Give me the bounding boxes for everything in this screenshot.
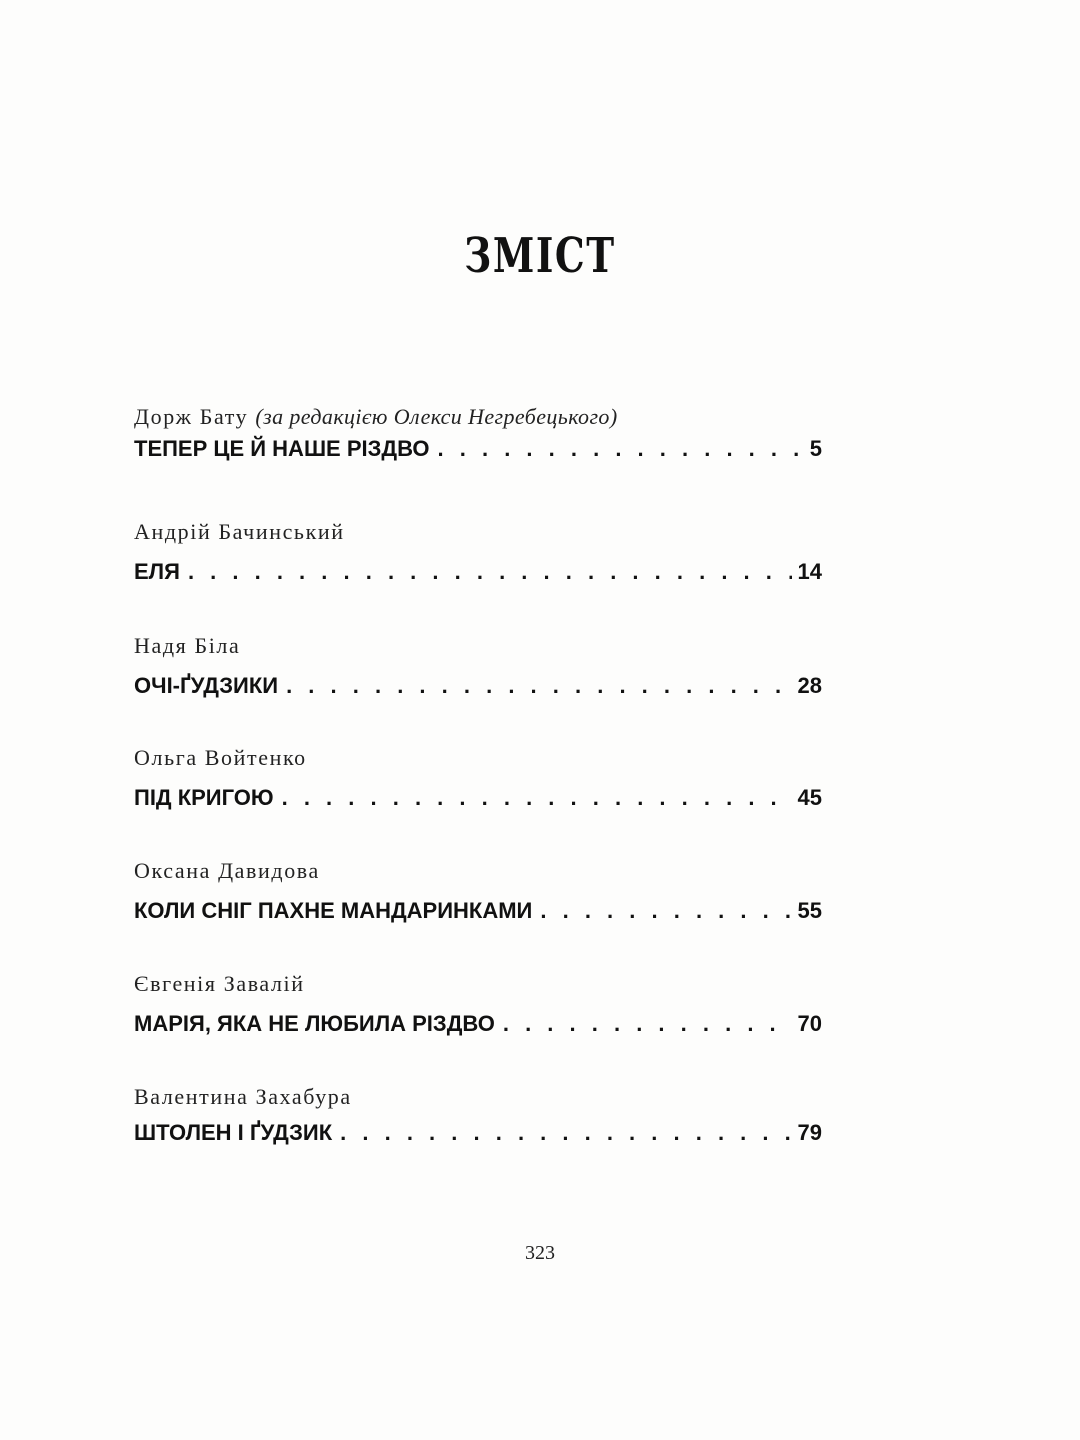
author-name: Євгенія Завалій <box>134 971 305 996</box>
toc-story-line <box>134 781 822 815</box>
author-name: Надя Біла <box>134 633 241 658</box>
story-title: ЕЛЯ <box>134 559 180 584</box>
author-name: Андрій Бачинський <box>134 519 345 544</box>
page-number: 55 <box>797 898 822 923</box>
toc-author <box>134 856 822 886</box>
page-number: 14 <box>797 559 822 584</box>
author-name: Дорж Бату <box>134 404 249 429</box>
toc-story-line <box>134 669 822 703</box>
dot-leader <box>438 432 804 466</box>
toc-entry <box>134 743 822 815</box>
author-name: Ольга Войтенко <box>134 745 307 770</box>
toc-author <box>134 743 822 773</box>
toc-author <box>134 1082 822 1112</box>
story-title: ПІД КРИГОЮ <box>134 785 274 810</box>
story-title: МАРІЯ, ЯКА НЕ ЛЮБИЛА РІЗДВО <box>134 1011 495 1036</box>
editor-note: (за редакцією Олекси Негребецького) <box>255 404 618 429</box>
toc-story-line <box>134 1116 822 1150</box>
dot-leader <box>188 555 792 589</box>
toc-entry <box>134 402 822 466</box>
dot-leader <box>503 1007 792 1041</box>
page-number: 79 <box>797 1120 822 1145</box>
story-title: ОЧІ-ҐУДЗИКИ <box>134 673 279 698</box>
dot-leader <box>540 894 791 928</box>
toc-entry <box>134 1082 822 1150</box>
toc-author <box>134 517 822 547</box>
page-number: 45 <box>797 785 822 810</box>
toc-story-line <box>134 894 822 928</box>
story-title: ШТОЛЕН І ҐУДЗИК <box>134 1120 333 1145</box>
toc-story-line <box>134 432 822 466</box>
toc-story-line <box>134 555 822 589</box>
dot-leader <box>340 1116 791 1150</box>
author-name: Валентина Захабура <box>134 1084 352 1109</box>
toc-entry <box>134 969 822 1041</box>
dot-leader <box>282 781 792 815</box>
toc-author <box>134 402 822 432</box>
toc-entry <box>134 631 822 703</box>
page-number: 70 <box>797 1011 822 1036</box>
toc-story-line <box>134 1007 822 1041</box>
dot-leader <box>286 669 791 703</box>
page-folio-number: 323 <box>525 1242 555 1264</box>
page-number: 5 <box>809 436 822 461</box>
toc-author <box>134 969 822 999</box>
toc-author <box>134 631 822 661</box>
toc-entry <box>134 856 822 928</box>
story-title: ТЕПЕР ЦЕ Й НАШЕ РІЗДВО <box>134 436 430 461</box>
page-title: ЗМІСТ <box>464 228 616 284</box>
page-number: 28 <box>797 673 822 698</box>
story-title: КОЛИ СНІГ ПАХНЕ МАНДАРИНКАМИ <box>134 898 533 923</box>
author-name: Оксана Давидова <box>134 858 320 883</box>
toc-entry <box>134 517 822 589</box>
